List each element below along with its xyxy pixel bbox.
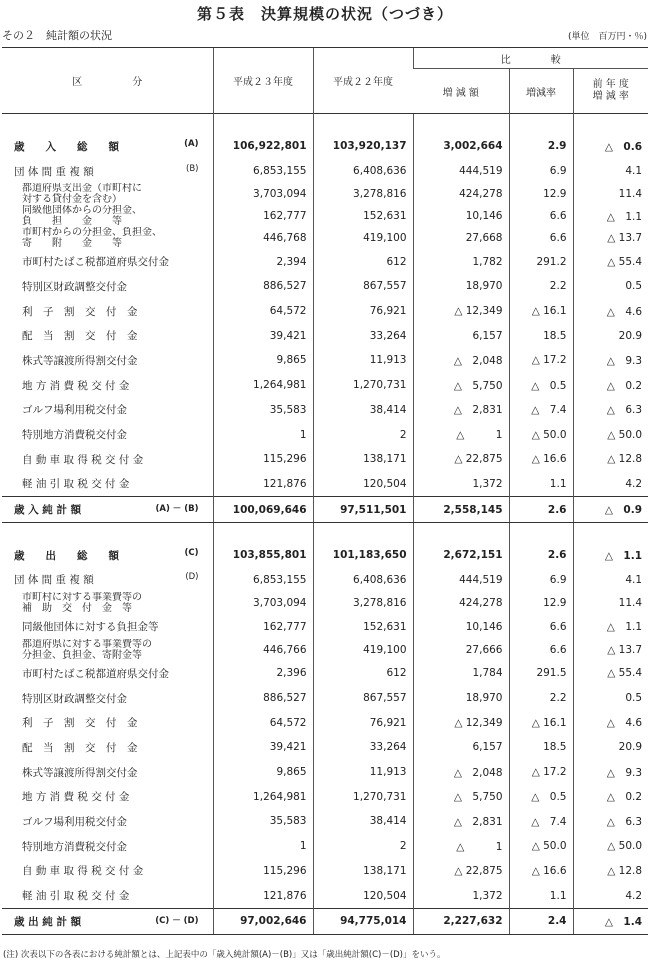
value-rate: 6.6: [509, 227, 573, 249]
value-fy23: 1: [213, 834, 313, 859]
value-prev-rate: △ 4.6: [573, 710, 648, 735]
value-prev-rate: 4.2: [573, 883, 648, 908]
value-prev-rate: △ 1.1: [573, 205, 648, 227]
row-label: [2, 639, 213, 661]
row-label-text: 都道府県支出金（市町村に: [22, 183, 142, 195]
value-rate: 6.6: [509, 639, 573, 661]
row-label-text: 市町村からの分担金、負担金、: [22, 227, 162, 239]
table-row: [2, 159, 648, 184]
row-label-text: 特別地方消費税交付金: [22, 429, 127, 442]
value-fy22: 2: [313, 834, 413, 859]
value-rate: △ 16.6: [509, 859, 573, 884]
row-label: [2, 543, 213, 568]
row-label-text: 特別地方消費税交付金: [22, 840, 127, 853]
row-label-text: 市町村たばこ税都道府県交付金: [22, 667, 169, 680]
spacer-cell: [2, 114, 213, 135]
row-mark: (B): [186, 163, 199, 174]
row-label-text: 軽 油 引 取 税 交 付 金: [22, 478, 130, 491]
value-fy22: 120,504: [313, 472, 413, 497]
value-rate: △ 16.1: [509, 299, 573, 324]
row-label-text-2: 負 担 金 等: [22, 216, 122, 228]
row-label: [2, 760, 213, 785]
value-rate: 2.2: [509, 686, 573, 711]
value-fy22: 6,408,636: [313, 568, 413, 593]
row-label-text: 歳 入 純 計 額: [14, 504, 82, 517]
row-label: [2, 614, 213, 639]
row-mark: (C): [184, 547, 199, 558]
header-kubun: 区 分: [2, 48, 213, 114]
value-rate: 1.1: [509, 883, 573, 908]
row-label-text: ゴルフ場利用税交付金: [22, 404, 127, 417]
spacer-cell: [2, 522, 213, 543]
row-label-text: 株式等譲渡所得割交付金: [22, 354, 138, 367]
value-fy23: 3,703,094: [213, 592, 313, 614]
table-row: [2, 274, 648, 299]
value-diff: △ 5,750: [413, 784, 509, 809]
table-row: [2, 134, 648, 159]
table-row: [2, 183, 648, 205]
header-fy23: 平成２３年度: [213, 48, 313, 114]
value-fy22: 3,278,816: [313, 183, 413, 205]
value-rate: △ 17.2: [509, 348, 573, 373]
row-label: [2, 472, 213, 497]
value-diff: 424,278: [413, 183, 509, 205]
value-fy23: 6,853,155: [213, 159, 313, 184]
value-fy23: 103,855,801: [213, 543, 313, 568]
value-diff: 6,157: [413, 735, 509, 760]
table-row: [2, 299, 648, 324]
value-fy23: 9,865: [213, 348, 313, 373]
spacer-cell: [313, 114, 413, 135]
header-zennendo-line1: 前 年 度: [592, 79, 629, 90]
row-label: [2, 249, 213, 274]
row-label: [2, 784, 213, 809]
table-row: [2, 227, 648, 249]
value-prev-rate: △ 12.8: [573, 859, 648, 884]
value-prev-rate: △ 12.8: [573, 447, 648, 472]
value-fy22: 2: [313, 422, 413, 447]
row-label: [2, 227, 213, 249]
row-label-text: 利 子 割 交 付 金: [22, 717, 138, 730]
table-row: [2, 809, 648, 834]
value-fy22: 33,264: [313, 323, 413, 348]
value-diff: △ 2,831: [413, 809, 509, 834]
row-label: [2, 398, 213, 423]
value-fy22: 101,183,650: [313, 543, 413, 568]
value-diff: △ 2,048: [413, 348, 509, 373]
spacer-cell: [573, 114, 648, 135]
value-fy23: 100,069,646: [213, 497, 313, 523]
row-label-text-2: 補 助 交 付 金 等: [22, 603, 132, 615]
value-diff: 424,278: [413, 592, 509, 614]
value-prev-rate: △ 4.6: [573, 299, 648, 324]
value-diff: 1,784: [413, 661, 509, 686]
table-row: [2, 784, 648, 809]
row-label-text: 団 体 間 重 複 額: [14, 574, 94, 587]
value-rate: 2.6: [509, 543, 573, 568]
table-title: 第５表 決算規模の状況（つづき）: [196, 5, 453, 23]
value-diff: △ 22,875: [413, 447, 509, 472]
value-fy22: 1,270,731: [313, 784, 413, 809]
value-fy23: 115,296: [213, 447, 313, 472]
row-label-text: 地 方 消 費 税 交 付 金: [22, 791, 130, 804]
row-label: [2, 497, 213, 523]
table-row: [2, 543, 648, 568]
value-fy23: 1,264,981: [213, 373, 313, 398]
value-rate: 1.1: [509, 472, 573, 497]
table-row: [2, 834, 648, 859]
value-fy23: 162,777: [213, 614, 313, 639]
value-fy23: 39,421: [213, 735, 313, 760]
spacer-cell: [509, 522, 573, 543]
value-fy23: 64,572: [213, 710, 313, 735]
value-rate: 18.5: [509, 323, 573, 348]
value-rate: 6.9: [509, 568, 573, 593]
value-rate: △ 16.1: [509, 710, 573, 735]
value-fy22: 6,408,636: [313, 159, 413, 184]
value-fy22: 612: [313, 661, 413, 686]
row-label: [2, 299, 213, 324]
table-row: [2, 249, 648, 274]
row-label: [2, 834, 213, 859]
value-diff: 27,666: [413, 639, 509, 661]
table-subtitle: その２ 純計額の状況: [2, 29, 112, 42]
value-diff: 27,668: [413, 227, 509, 249]
value-prev-rate: △ 9.3: [573, 348, 648, 373]
table-row: [2, 760, 648, 785]
row-label-text: 同級他団体に対する負担金等: [22, 621, 159, 634]
table-row: [2, 592, 648, 614]
spacer-cell: [213, 522, 313, 543]
row-label-text: 特別区財政調整交付金: [22, 692, 127, 705]
value-rate: 2.4: [509, 908, 573, 934]
value-prev-rate: △ 55.4: [573, 661, 648, 686]
value-rate: △ 16.6: [509, 447, 573, 472]
row-label-text: 自 動 車 取 得 税 交 付 金: [22, 865, 144, 878]
row-label: [2, 183, 213, 205]
value-fy23: 106,922,801: [213, 134, 313, 159]
value-fy22: 76,921: [313, 299, 413, 324]
spacer-cell: [313, 522, 413, 543]
table-row: [2, 710, 648, 735]
row-label: [2, 348, 213, 373]
value-fy22: 38,414: [313, 398, 413, 423]
table-row: [2, 859, 648, 884]
value-prev-rate: △ 13.7: [573, 639, 648, 661]
row-label: [2, 710, 213, 735]
table-row: [2, 686, 648, 711]
value-fy22: 120,504: [313, 883, 413, 908]
unit-label: (単位 百万円・％): [567, 32, 647, 42]
value-fy22: 94,775,014: [313, 908, 413, 934]
row-label-text: 地 方 消 費 税 交 付 金: [22, 379, 130, 392]
table-row: [2, 373, 648, 398]
row-label-text: 市町村たばこ税都道府県交付金: [22, 256, 169, 269]
value-prev-rate: △ 1.4: [573, 908, 648, 934]
row-mark: (C) － (D): [155, 915, 199, 926]
value-rate: 6.6: [509, 614, 573, 639]
value-fy23: 9,865: [213, 760, 313, 785]
value-prev-rate: △ 9.3: [573, 760, 648, 785]
value-diff: 10,146: [413, 205, 509, 227]
spacer-cell: [573, 522, 648, 543]
value-diff: △ 5,750: [413, 373, 509, 398]
value-rate: 6.6: [509, 205, 573, 227]
table-row: [2, 205, 648, 227]
value-fy23: 446,768: [213, 227, 313, 249]
value-diff: 2,558,145: [413, 497, 509, 523]
spacer-cell: [213, 114, 313, 135]
value-fy22: 33,264: [313, 735, 413, 760]
row-mark: (D): [185, 572, 199, 583]
value-prev-rate: △ 0.2: [573, 784, 648, 809]
value-diff: 2,227,632: [413, 908, 509, 934]
row-label-text: 同級他団体からの分担金、: [22, 205, 142, 217]
value-diff: △ 12,349: [413, 299, 509, 324]
row-label-text: 配 当 割 交 付 金: [22, 741, 138, 754]
value-prev-rate: △ 0.2: [573, 373, 648, 398]
value-prev-rate: △ 50.0: [573, 834, 648, 859]
spacer-cell: [413, 522, 509, 543]
value-rate: 18.5: [509, 735, 573, 760]
value-fy23: 97,002,646: [213, 908, 313, 934]
value-fy23: 2,394: [213, 249, 313, 274]
value-diff: 18,970: [413, 686, 509, 711]
value-diff: △ 12,349: [413, 710, 509, 735]
value-prev-rate: 20.9: [573, 735, 648, 760]
value-fy22: 138,171: [313, 859, 413, 884]
value-fy22: 152,631: [313, 205, 413, 227]
value-fy22: 103,920,137: [313, 134, 413, 159]
table-row: [2, 614, 648, 639]
value-prev-rate: 0.5: [573, 686, 648, 711]
row-label-text: 歳 入 総 額: [14, 140, 119, 153]
row-label-text: 自 動 車 取 得 税 交 付 金: [22, 453, 144, 466]
value-fy22: 11,913: [313, 348, 413, 373]
row-label: [2, 159, 213, 184]
value-rate: 291.5: [509, 661, 573, 686]
value-diff: △ 2,831: [413, 398, 509, 423]
value-fy23: 886,527: [213, 274, 313, 299]
value-prev-rate: △ 1.1: [573, 543, 648, 568]
value-diff: 10,146: [413, 614, 509, 639]
table-row: [2, 735, 648, 760]
header-zennendo: [573, 69, 648, 114]
value-diff: 18,970: [413, 274, 509, 299]
value-diff: 6,157: [413, 323, 509, 348]
value-fy23: 2,396: [213, 661, 313, 686]
value-rate: △ 50.0: [509, 422, 573, 447]
value-prev-rate: 11.4: [573, 183, 648, 205]
table-row: [2, 398, 648, 423]
value-prev-rate: △ 0.6: [573, 134, 648, 159]
value-fy22: 97,511,501: [313, 497, 413, 523]
row-label-text-2: 寄 附 金 等: [22, 238, 122, 250]
value-fy23: 35,583: [213, 809, 313, 834]
table-row: [2, 472, 648, 497]
value-rate: △ 50.0: [509, 834, 573, 859]
row-label-text: 配 当 割 交 付 金: [22, 330, 138, 343]
value-rate: 2.6: [509, 497, 573, 523]
value-prev-rate: 4.1: [573, 568, 648, 593]
value-diff: △ 22,875: [413, 859, 509, 884]
row-label: [2, 735, 213, 760]
row-label-text: 都道府県に対する事業費等の: [22, 639, 152, 650]
spacer-row: [2, 114, 648, 135]
value-rate: △ 0.5: [509, 373, 573, 398]
row-label-text: 歳 出 純 計 額: [14, 915, 82, 928]
value-rate: △ 17.2: [509, 760, 573, 785]
value-rate: △ 0.5: [509, 784, 573, 809]
row-label: [2, 447, 213, 472]
value-prev-rate: △ 55.4: [573, 249, 648, 274]
table-row: [2, 447, 648, 472]
value-fy22: 11,913: [313, 760, 413, 785]
value-fy23: 1,264,981: [213, 784, 313, 809]
row-label: [2, 859, 213, 884]
value-fy23: 121,876: [213, 472, 313, 497]
row-label-text-2: 分担金、負担金、寄附金等: [22, 650, 142, 661]
row-label: [2, 422, 213, 447]
value-diff: △ 1: [413, 422, 509, 447]
spacer-cell: [413, 114, 509, 135]
value-fy22: 867,557: [313, 274, 413, 299]
table-body: [2, 114, 648, 935]
row-mark: (A): [184, 138, 199, 149]
value-fy23: 3,703,094: [213, 183, 313, 205]
value-fy22: 419,100: [313, 227, 413, 249]
header-hikaku: 比 較: [413, 48, 648, 69]
table-row: [2, 568, 648, 593]
spacer-cell: [509, 114, 573, 135]
value-prev-rate: △ 0.9: [573, 497, 648, 523]
row-label: [2, 686, 213, 711]
row-label-text: 軽 油 引 取 税 交 付 金: [22, 890, 130, 903]
value-prev-rate: 0.5: [573, 274, 648, 299]
row-label: [2, 661, 213, 686]
value-fy22: 867,557: [313, 686, 413, 711]
value-rate: 2.9: [509, 134, 573, 159]
value-prev-rate: △ 13.7: [573, 227, 648, 249]
value-fy23: 1: [213, 422, 313, 447]
value-fy23: 115,296: [213, 859, 313, 884]
table-row: [2, 497, 648, 523]
value-diff: △ 1: [413, 834, 509, 859]
value-prev-rate: △ 6.3: [573, 398, 648, 423]
value-prev-rate: △ 6.3: [573, 809, 648, 834]
row-label: [2, 908, 213, 934]
value-prev-rate: △ 1.1: [573, 614, 648, 639]
row-label-text: ゴルフ場利用税交付金: [22, 815, 127, 828]
row-label: [2, 883, 213, 908]
value-prev-rate: △ 50.0: [573, 422, 648, 447]
row-label: [2, 373, 213, 398]
value-fy23: 39,421: [213, 323, 313, 348]
value-fy23: 121,876: [213, 883, 313, 908]
value-rate: 12.9: [509, 592, 573, 614]
value-fy23: 6,853,155: [213, 568, 313, 593]
header-fy22: 平成２２年度: [313, 48, 413, 114]
row-label-text: 利 子 割 交 付 金: [22, 305, 138, 318]
value-prev-rate: 11.4: [573, 592, 648, 614]
header-zougen-ritsu: 増減率: [509, 69, 573, 114]
table-row: [2, 639, 648, 661]
value-fy22: 1,270,731: [313, 373, 413, 398]
row-mark: (A) － (B): [155, 504, 199, 515]
settlement-table: [2, 47, 648, 935]
value-diff: 444,519: [413, 159, 509, 184]
value-fy22: 612: [313, 249, 413, 274]
value-diff: 1,372: [413, 883, 509, 908]
value-diff: △ 2,048: [413, 760, 509, 785]
row-label: [2, 809, 213, 834]
row-label-text: 市町村に対する事業費等の: [22, 592, 142, 604]
table-row: [2, 422, 648, 447]
header-zennendo-line2: 増 減 率: [592, 91, 629, 102]
row-label: [2, 274, 213, 299]
value-fy23: 162,777: [213, 205, 313, 227]
value-prev-rate: 4.1: [573, 159, 648, 184]
value-fy23: 64,572: [213, 299, 313, 324]
value-rate: 6.9: [509, 159, 573, 184]
value-diff: 1,782: [413, 249, 509, 274]
value-prev-rate: 4.2: [573, 472, 648, 497]
value-prev-rate: 20.9: [573, 323, 648, 348]
value-fy22: 3,278,816: [313, 592, 413, 614]
row-label-text: 歳 出 総 額: [14, 549, 119, 562]
row-label: [2, 568, 213, 593]
footnote: (注) 次表以下の各表における純計額とは、上記表中の「歳入純計額(A)－(B)」又は「歳出純計額(C)－(D)」をいう。: [3, 950, 446, 960]
value-diff: 3,002,664: [413, 134, 509, 159]
table-row: [2, 348, 648, 373]
value-fy22: 152,631: [313, 614, 413, 639]
row-label: [2, 592, 213, 614]
row-label-text: 特別区財政調整交付金: [22, 280, 127, 293]
row-label: [2, 134, 213, 159]
value-fy23: 35,583: [213, 398, 313, 423]
table-row: [2, 883, 648, 908]
value-rate: △ 7.4: [509, 809, 573, 834]
table-row: [2, 908, 648, 934]
value-fy22: 76,921: [313, 710, 413, 735]
row-label: [2, 205, 213, 227]
row-label-text: 株式等譲渡所得割交付金: [22, 766, 138, 779]
value-rate: 2.2: [509, 274, 573, 299]
row-label-text: 団 体 間 重 複 額: [14, 165, 94, 178]
value-fy23: 446,766: [213, 639, 313, 661]
value-fy23: 886,527: [213, 686, 313, 711]
value-fy22: 38,414: [313, 809, 413, 834]
value-diff: 444,519: [413, 568, 509, 593]
value-rate: 12.9: [509, 183, 573, 205]
value-diff: 2,672,151: [413, 543, 509, 568]
row-label-text-2: 対する貸付金を含む）: [22, 194, 122, 206]
row-label: [2, 323, 213, 348]
header-zougen-gaku: 増 減 額: [442, 87, 479, 99]
value-diff: 1,372: [413, 472, 509, 497]
value-fy22: 138,171: [313, 447, 413, 472]
spacer-row: [2, 522, 648, 543]
value-fy22: 419,100: [313, 639, 413, 661]
value-rate: △ 7.4: [509, 398, 573, 423]
value-rate: 291.2: [509, 249, 573, 274]
table-row: [2, 323, 648, 348]
table-row: [2, 661, 648, 686]
